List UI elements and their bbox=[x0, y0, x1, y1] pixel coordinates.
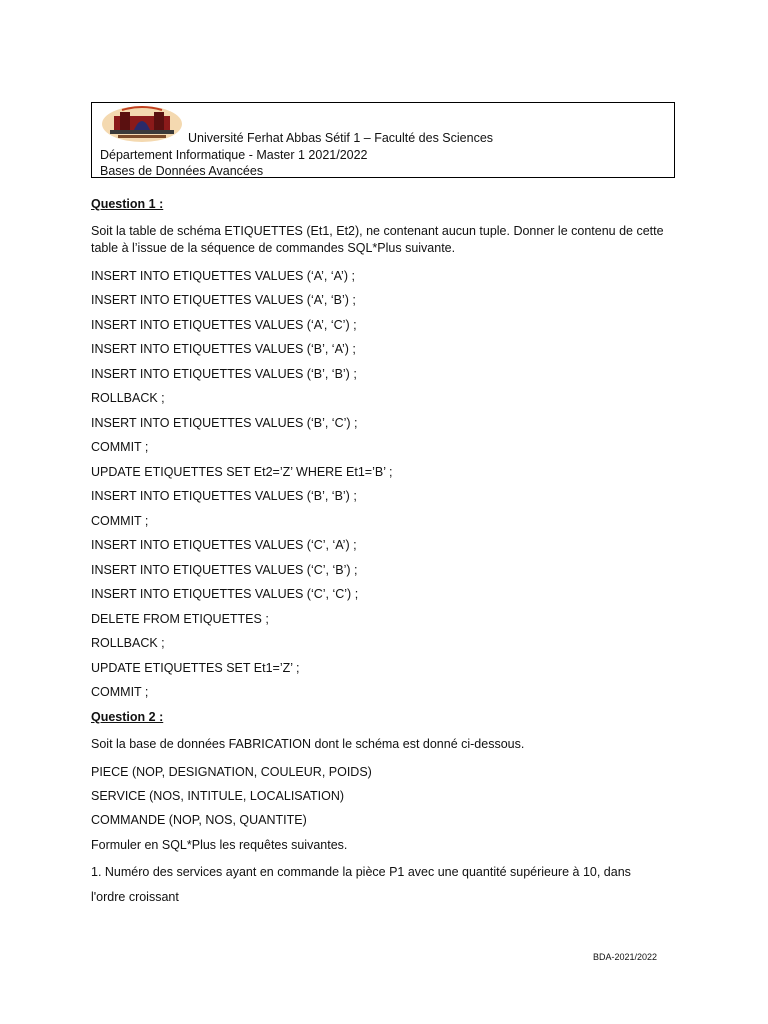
sql-command: INSERT INTO ETIQUETTES VALUES (‘A’, ‘C’) ; bbox=[91, 318, 357, 332]
sql-command: ROLLBACK ; bbox=[91, 391, 165, 405]
university-name: Université Ferhat Abbas Sétif 1 – Faculté des Sciences bbox=[188, 131, 494, 145]
sql-command: INSERT INTO ETIQUETTES VALUES (‘B’, ‘C’) ; bbox=[91, 416, 358, 430]
sql-command: COMMIT ; bbox=[91, 685, 149, 699]
question-1-intro-line-1: Soit la table de schéma ETIQUETTES (Et1, Et2), ne contenant aucun tuple. Donner le contenu de cette bbox=[91, 224, 664, 238]
question-2-title: Question 2 : bbox=[91, 710, 164, 724]
sql-command: INSERT INTO ETIQUETTES VALUES (‘B’, ‘A’) ; bbox=[91, 342, 356, 356]
schema-line: COMMANDE (NOP, NOS, QUANTITE) bbox=[91, 813, 307, 827]
department-line: Département Informatique - Master 1 2021/2022 bbox=[100, 148, 368, 162]
sql-command: UPDATE ETIQUETTES SET Et1=’Z’ ; bbox=[91, 661, 300, 675]
schema-line: PIECE (NOP, DESIGNATION, COULEUR, POIDS) bbox=[91, 765, 372, 779]
sql-command: INSERT INTO ETIQUETTES VALUES (‘B’, ‘B’) ; bbox=[91, 489, 357, 503]
sql-command: COMMIT ; bbox=[91, 440, 149, 454]
sql-command: INSERT INTO ETIQUETTES VALUES (‘B’, ‘B’) ; bbox=[91, 367, 357, 381]
query-item-1-line-2: l'ordre croissant bbox=[91, 890, 179, 904]
sql-command: UPDATE ETIQUETTES SET Et2=’Z’ WHERE Et1=’B’ ; bbox=[91, 465, 393, 479]
sql-command: INSERT INTO ETIQUETTES VALUES (‘A’, ‘A’) ; bbox=[91, 269, 355, 283]
sql-command: ROLLBACK ; bbox=[91, 636, 165, 650]
course-title: Bases de Données Avancées bbox=[100, 164, 264, 178]
document-header bbox=[91, 102, 675, 178]
question-2-instruction: Formuler en SQL*Plus les requêtes suivantes. bbox=[91, 838, 348, 852]
sql-command: DELETE FROM ETIQUETTES ; bbox=[91, 612, 269, 626]
schema-line: SERVICE (NOS, INTITULE, LOCALISATION) bbox=[91, 789, 345, 803]
page-footer: BDA-2021/2022 bbox=[593, 952, 658, 962]
question-1-intro-line-2: table à l’issue de la séquence de commandes SQL*Plus suivante. bbox=[91, 241, 456, 255]
query-item-1-line-1: 1. Numéro des services ayant en commande la pièce P1 avec une quantité supérieure à 10, dans bbox=[91, 865, 631, 879]
question-1-title: Question 1 : bbox=[91, 197, 164, 211]
sql-command: COMMIT ; bbox=[91, 514, 149, 528]
sql-command: INSERT INTO ETIQUETTES VALUES (‘C’, ‘C’) ; bbox=[91, 587, 359, 601]
university-logo bbox=[100, 104, 184, 144]
sql-command: INSERT INTO ETIQUETTES VALUES (‘C’, ‘A’) ; bbox=[91, 538, 357, 552]
sql-command: INSERT INTO ETIQUETTES VALUES (‘A’, ‘B’) ; bbox=[91, 293, 356, 307]
question-2-intro: Soit la base de données FABRICATION dont le schéma est donné ci-dessous. bbox=[91, 737, 525, 751]
sql-command: INSERT INTO ETIQUETTES VALUES (‘C’, ‘B’) ; bbox=[91, 563, 358, 577]
